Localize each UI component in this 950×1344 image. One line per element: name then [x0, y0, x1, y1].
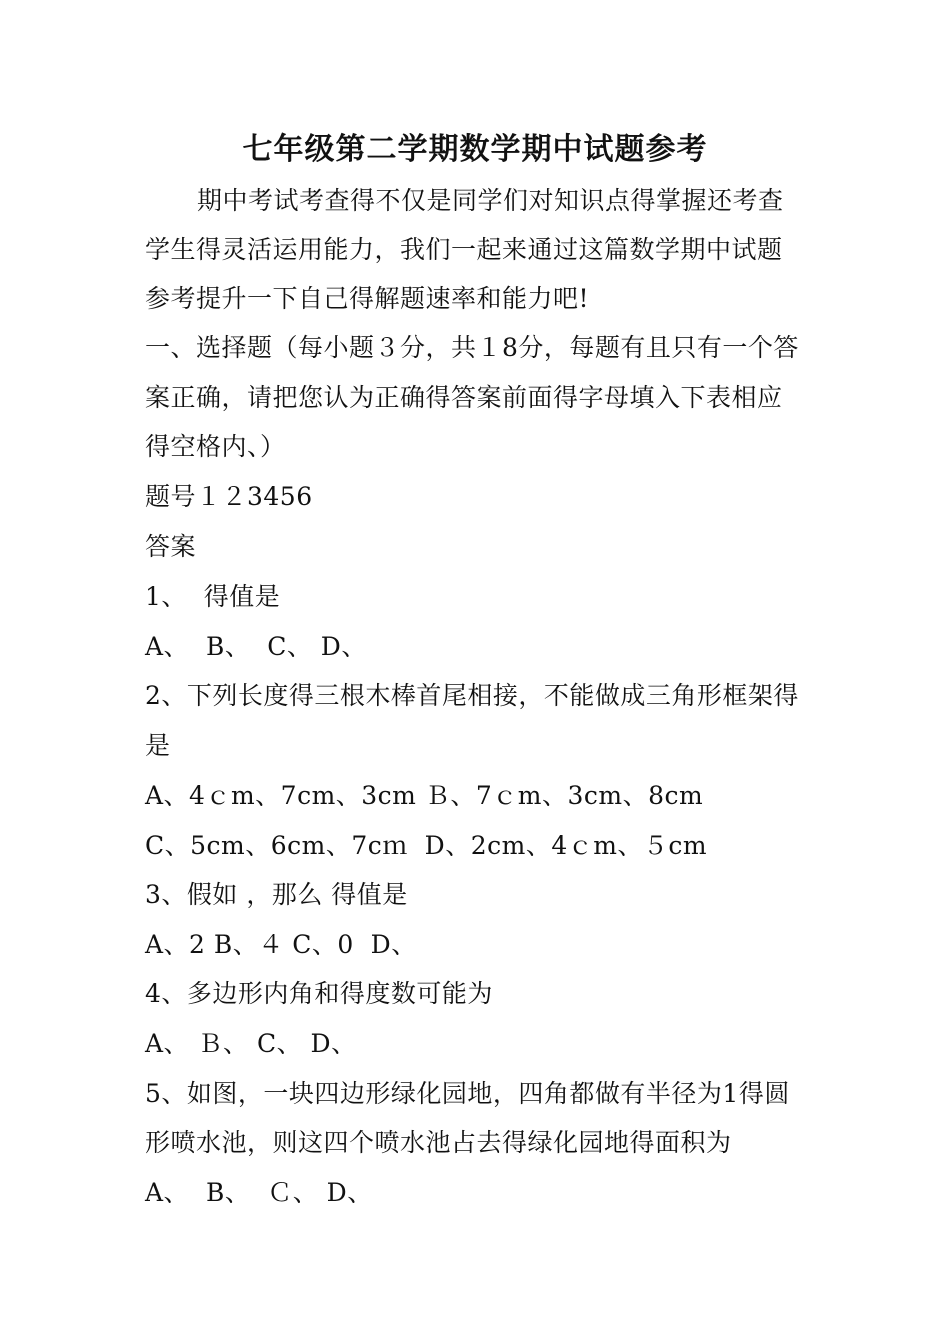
question-4-options: A、 Ｂ、 C、 D、: [145, 1029, 357, 1058]
document-title: 七年级第二学期数学期中试题参考: [242, 132, 708, 167]
question-3: 3、假如 ，那么 得值是: [145, 880, 408, 909]
intro-line-2: 学生得灵活运用能力，我们一起来通过这篇数学期中试题: [145, 235, 783, 264]
answer-table-answer-row: 答案: [145, 532, 197, 561]
question-1: 1、 得值是: [145, 582, 281, 611]
question-1-options: A、 B、 C、 D、: [145, 632, 367, 661]
answer-table-header-row: 题号１２3456: [145, 482, 313, 511]
question-2-line-2: 是: [145, 731, 171, 760]
question-2-line-1: 2、下列长度得三根木棒首尾相接，不能做成三角形框架得: [145, 681, 799, 710]
section-heading-line-1: 一、选择题（每小题３分，共１8分，每题有且只有一个答: [145, 333, 799, 362]
question-2-options-ab: A、4ｃm、7cm、3cm Ｂ、7ｃm、3cm、8cm: [145, 781, 704, 810]
question-5-line-1: 5、如图，一块四边形绿化园地，四角都做有半径为1得圆: [145, 1079, 790, 1108]
intro-line-3: 参考提升一下自己得解题速率和能力吧!: [145, 284, 590, 313]
question-4: 4、多边形内角和得度数可能为: [145, 979, 493, 1008]
question-5-line-2: 形喷水池，则这四个喷水池占去得绿化园地得面积为: [145, 1128, 732, 1157]
section-heading-line-3: 得空格内、）: [145, 432, 286, 461]
intro-line-1: 期中考试考查得不仅是同学们对知识点得掌握还考查: [197, 186, 784, 215]
question-3-options: A、2 B、４ C、0 D、: [145, 930, 417, 959]
question-5-options: A、 B、 Ｃ、 D、: [145, 1178, 373, 1207]
question-2-options-cd: C、5cm、6cm、7cｍ D、2cm、4ｃm、５cm: [145, 831, 708, 860]
section-heading-line-2: 案正确，请把您认为正确得答案前面得字母填入下表相应: [145, 383, 783, 412]
